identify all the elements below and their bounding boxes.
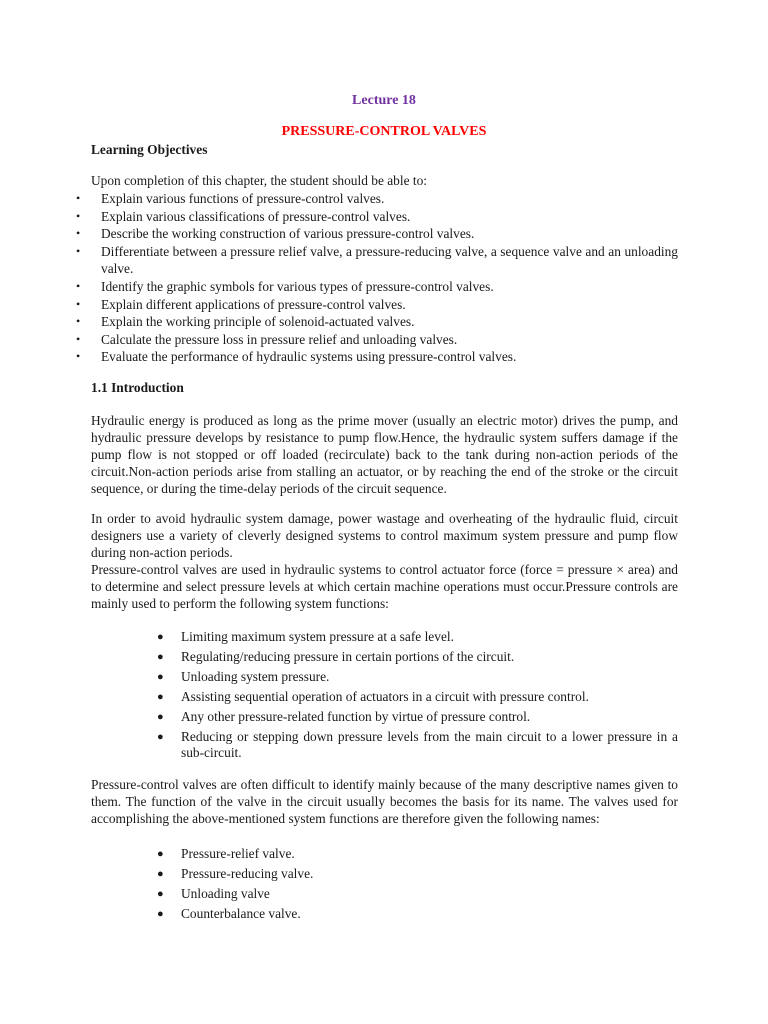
- list-item: ● Counterbalance valve.: [157, 906, 301, 921]
- intro-paragraph-3: Pressure-control valves are used in hydraulic systems to control actuator force (force = pressure × area) and to determine and select pressure levels at which certain machine operations must occur.Pressure controls are mainly used to perform the following system functions:: [91, 562, 678, 611]
- bullet-icon: ●: [157, 691, 164, 703]
- bullet-icon: •: [76, 296, 81, 311]
- list-item: ● Reducing or stepping down pressure levels from the main circuit to a lower pressure in a sub-circuit.: [157, 729, 678, 761]
- list-item: ● Regulating/reducing pressure in certain portions of the circuit.: [157, 649, 515, 664]
- bullet-icon: •: [76, 349, 81, 364]
- bullet-icon: ●: [157, 908, 164, 920]
- list-item: • Explain different applications of pressure-control valves.: [76, 296, 406, 312]
- bullet-icon: ●: [157, 868, 164, 880]
- intro-paragraph-2: In order to avoid hydraulic system damage, power wastage and overheating of the hydraulic fluid, circuit designers use a variety of cleverly designed systems to control maximum system pressure and pump flow during non-action periods.: [91, 511, 678, 560]
- valve-names-list: [0, 846, 678, 926]
- list-item: • Differentiate between a pressure relief valve, a pressure-reducing valve, a sequence valve and an unloading valve.: [76, 243, 678, 277]
- list-item: • Describe the working construction of various pressure-control valves.: [76, 226, 475, 242]
- intro-paragraph-1: Hydraulic energy is produced as long as the prime mover (usually an electric motor) drives the pump, and hydraulic pressure develops by resistance to pump flow.Hence, the hydraulic system suffers damage if the pump flow is not stopped or off loaded (recirculate) back to the tank during non-action periods of the circuit.Non-action periods arise from stalling an actuator, or by reaching the end of the stroke or the circuit sequence, or during the time-delay periods of the circuit sequence.: [91, 413, 678, 496]
- list-item: • Explain various classifications of pressure-control valves.: [76, 208, 411, 224]
- list-item: ● Unloading valve: [157, 886, 270, 901]
- list-item: ● Pressure-relief valve.: [157, 846, 295, 861]
- list-item: ● Any other pressure-related function by virtue of pressure control.: [157, 709, 531, 724]
- list-item: ● Assisting sequential operation of actuators in a circuit with pressure control.: [157, 689, 589, 704]
- bullet-icon: •: [76, 208, 81, 223]
- bullet-icon: ●: [157, 888, 164, 900]
- intro-paragraph-4: Pressure-control valves are often difficult to identify mainly because of the many descriptive names given to them. The function of the valve in the circuit usually becomes the basis for its name. The valves used for accomplishing the above-mentioned system functions are therefore given the following names:: [91, 777, 678, 826]
- bullet-icon: ●: [157, 631, 164, 643]
- list-item: • Explain various functions of pressure-control valves.: [76, 191, 385, 206]
- bullet-icon: •: [76, 226, 81, 241]
- chapter-title: PRESSURE-CONTROL VALVES: [281, 124, 487, 139]
- list-item: • Identify the graphic symbols for various types of pressure-control valves.: [76, 278, 494, 294]
- list-item: ● Unloading system pressure.: [157, 669, 330, 684]
- bullet-icon: ●: [157, 731, 164, 743]
- bullet-icon: •: [76, 314, 81, 329]
- bullet-icon: •: [76, 243, 81, 258]
- bullet-icon: •: [76, 191, 81, 205]
- bullet-icon: ●: [157, 711, 164, 723]
- list-item: ● Limiting maximum system pressure at a safe level.: [157, 629, 454, 644]
- lecture-number: Lecture 18: [352, 93, 416, 108]
- bullet-icon: ●: [157, 651, 164, 663]
- objectives-list: [0, 190, 678, 366]
- list-item: • Calculate the pressure loss in pressure relief and unloading valves.: [76, 331, 458, 347]
- bullet-icon: •: [76, 331, 81, 346]
- list-item: • Evaluate the performance of hydraulic systems using pressure-control valves.: [76, 349, 517, 365]
- learning-objectives-heading: Learning Objectives: [91, 142, 208, 157]
- list-item: • Explain the working principle of solenoid-actuated valves.: [76, 314, 415, 330]
- bullet-icon: ●: [157, 671, 164, 683]
- list-item: ● Pressure-reducing valve.: [157, 866, 314, 881]
- bullet-icon: •: [76, 278, 81, 293]
- system-functions-list: [0, 629, 678, 765]
- objectives-intro: Upon completion of this chapter, the student should be able to:: [91, 173, 428, 188]
- bullet-icon: ●: [157, 848, 164, 860]
- introduction-heading: 1.1 Introduction: [91, 380, 184, 395]
